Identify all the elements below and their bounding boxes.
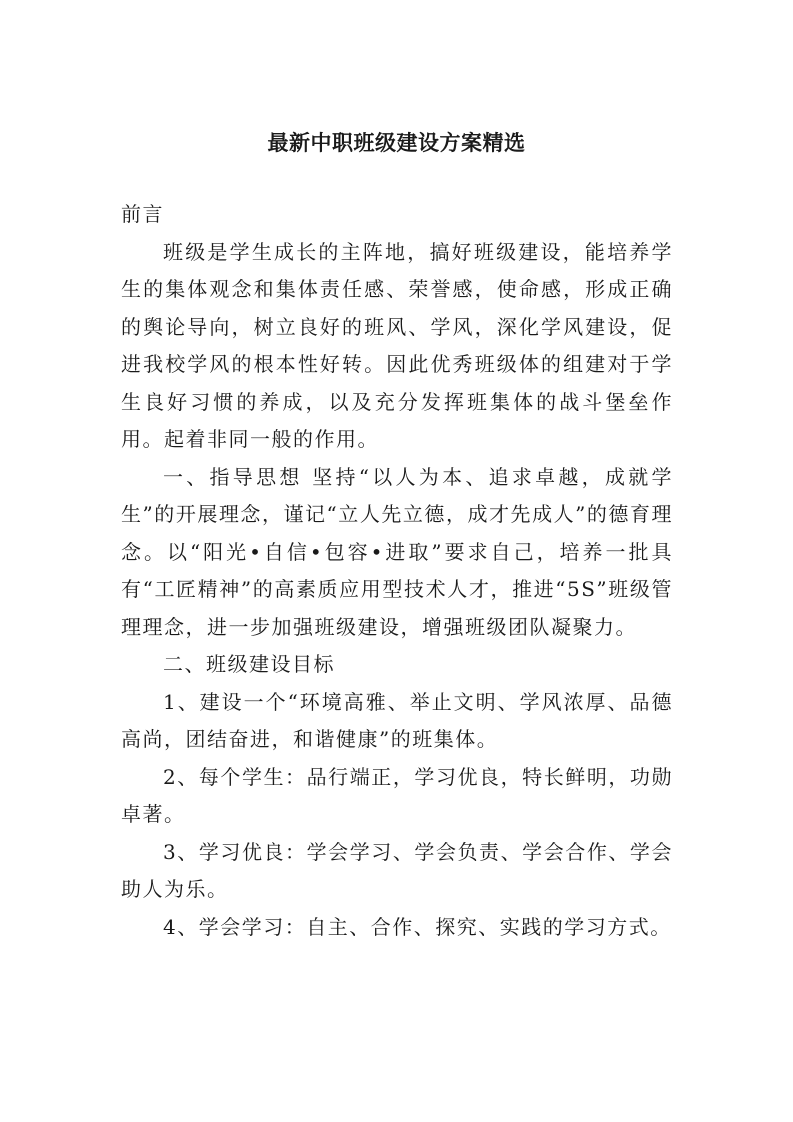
goal-item-3: 3、学习优良：学会学习、学会负责、学会合作、学会助人为乐。 xyxy=(121,839,673,901)
paragraph-guiding-ideology: 一、指导思想 坚持“以人为本、追求卓越，成就学生”的开展理念，谨记“立人先立德，成才先成人”的德育理念。以“阳光•自信•包容•进取”要求自己，培养一批具有“工匠精神”的高素质应用型技术人才，推进“5S”班级管理理念，进一步加强班级建设，增强班级团队凝聚力。 xyxy=(121,464,673,639)
paragraph-intro: 班级是学生成长的主阵地，搞好班级建设，能培养学生的集体观念和集体责任感、荣誉感，使命感，形成正确的舆论导向，树立良好的班风、学风，深化学风建设，促进我校学风的根本性好转。因此优秀班级体的组建对于学生良好习惯的养成，以及充分发挥班集体的战斗堡垒作用。起着非同一般的作用。 xyxy=(121,239,673,451)
section-heading-goals: 二、班级建设目标 xyxy=(163,652,335,676)
goal-item-1: 1、建设一个“环境高雅、举止文明、学风浓厚、品德高尚，团结奋进，和谐健康”的班集体。 xyxy=(121,689,673,751)
goal-item-4: 4、学会学习：自主、合作、探究、实践的学习方式。 xyxy=(163,914,672,939)
preface-label: 前言 xyxy=(121,202,164,226)
document-title: 最新中职班级建设方案精选 xyxy=(267,131,526,155)
goal-item-2: 2、每个学生：品行端正，学习优良，特长鲜明，功勋卓著。 xyxy=(121,764,673,826)
document-body xyxy=(121,196,673,946)
